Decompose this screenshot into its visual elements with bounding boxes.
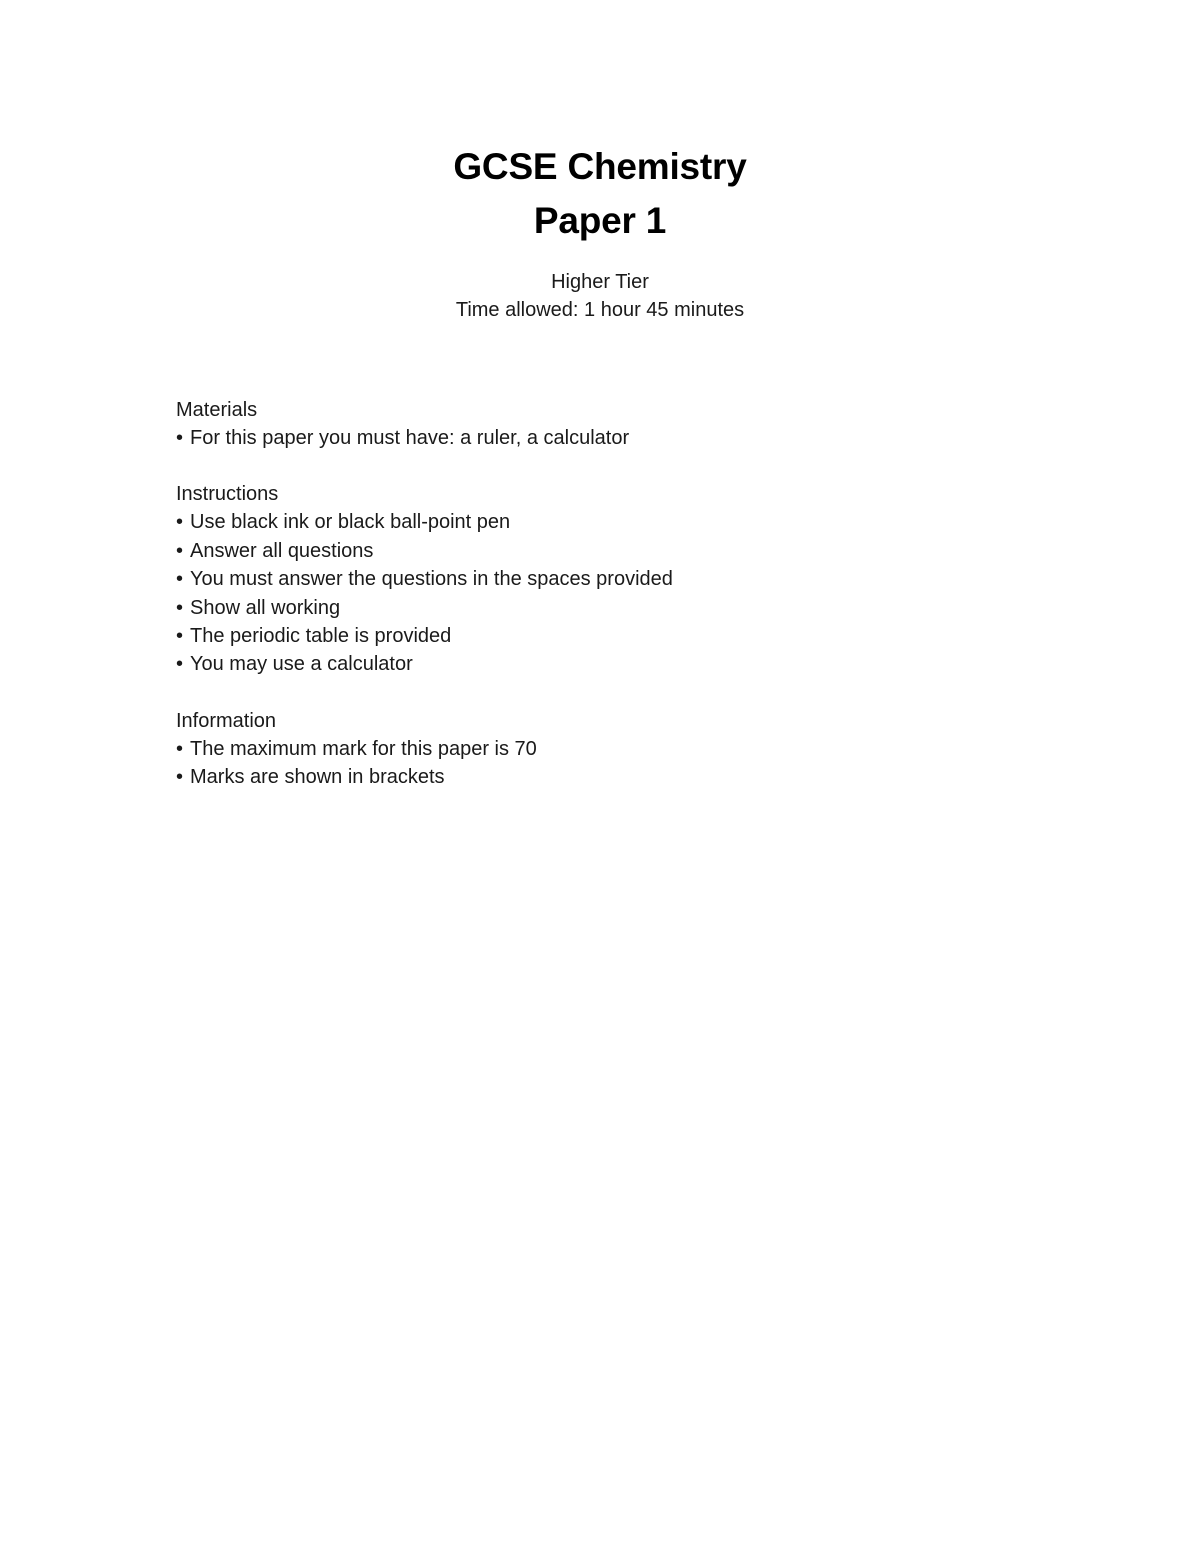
section-heading: Materials	[176, 399, 258, 421]
bullet-icon: •	[176, 596, 184, 619]
section-heading: Information	[176, 709, 277, 732]
list-item-text: Show all working	[190, 596, 341, 619]
exam-details	[0, 268, 1200, 324]
bullet-icon: •	[176, 427, 184, 449]
bullet-icon: •	[176, 511, 184, 534]
bullet-icon: •	[176, 737, 184, 760]
bullet-icon: •	[176, 568, 184, 591]
list-item	[176, 424, 1116, 452]
list-item	[176, 594, 1116, 622]
list-item-text: Answer all questions	[190, 539, 374, 562]
bullet-icon: •	[176, 766, 184, 789]
list-item-text: The periodic table is provided	[190, 625, 452, 648]
list-item	[176, 735, 1116, 763]
materials-section	[176, 396, 1116, 452]
tier-label: Higher Tier	[551, 271, 649, 293]
list-item	[176, 763, 1116, 791]
list-item-text: You must answer the questions in the spaces provided	[190, 568, 673, 591]
list-item	[176, 537, 1116, 565]
time-allowed: Time allowed: 1 hour 45 minutes	[455, 299, 745, 321]
instructions-body	[176, 396, 1116, 820]
list-item-text: The maximum mark for this paper is 70	[190, 737, 537, 760]
page-header	[0, 140, 1200, 324]
instructions-section	[176, 480, 1116, 678]
list-item	[176, 565, 1116, 593]
list-item-text: Marks are shown in brackets	[190, 766, 445, 789]
list-item-text: For this paper you must have: a ruler, a calculator	[190, 427, 630, 449]
information-section	[176, 707, 1116, 792]
page-title: GCSE Chemistry	[453, 146, 747, 187]
section-heading: Instructions	[176, 483, 279, 506]
paper-number: Paper 1	[533, 200, 667, 241]
materials-list	[176, 424, 1116, 452]
bullet-icon: •	[176, 625, 184, 648]
list-item-text: You may use a calculator	[190, 653, 413, 676]
instructions-list	[176, 508, 1116, 678]
list-item	[176, 622, 1116, 650]
bullet-icon: •	[176, 653, 184, 676]
list-item	[176, 508, 1116, 536]
list-item-text: Use black ink or black ball-point pen	[190, 511, 511, 534]
information-list	[176, 735, 1116, 792]
list-item	[176, 650, 1116, 678]
bullet-icon: •	[176, 539, 184, 562]
